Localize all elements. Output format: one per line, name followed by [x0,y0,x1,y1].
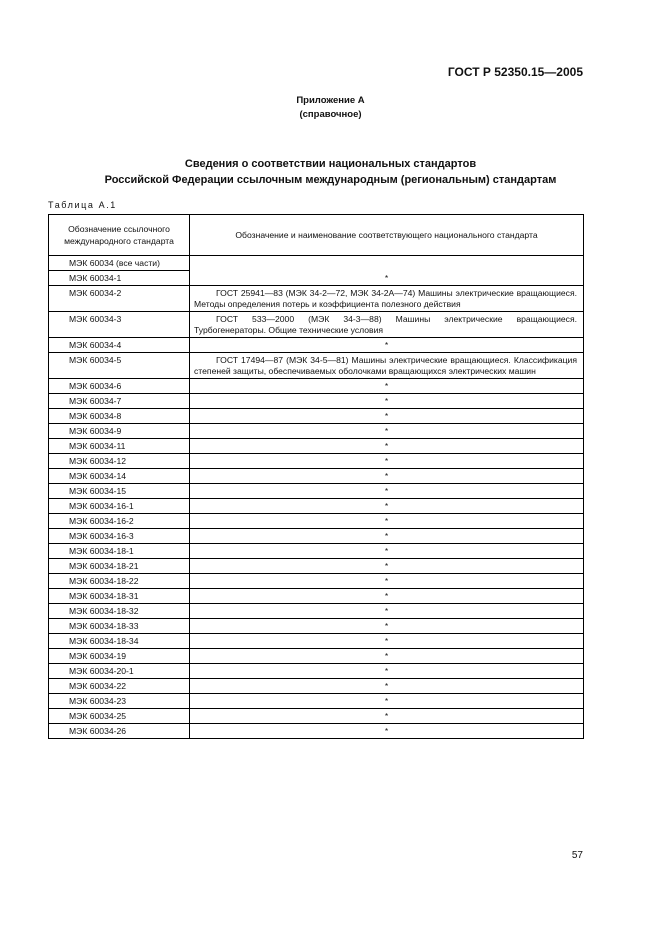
table-row [49,256,584,271]
table-row [49,529,584,544]
national-standard-cell: * [190,499,584,514]
international-standard-cell: МЭК 60034-25 [49,709,190,724]
international-standard-cell: МЭК 60034-18-32 [49,604,190,619]
national-standard-cell: * [190,724,584,739]
national-standard-cell: * [190,271,584,286]
international-standard-cell: МЭК 60034-2 [49,286,190,312]
international-standard-cell: МЭК 60034-23 [49,694,190,709]
national-standard-cell: * [190,544,584,559]
national-standard-cell: * [190,619,584,634]
national-standard-cell: * [190,694,584,709]
national-standard-cell: * [190,484,584,499]
table-row [49,379,584,394]
national-standard-cell: * [190,379,584,394]
international-standard-cell: МЭК 60034-3 [49,312,190,338]
table-row [49,484,584,499]
table-header-row [49,215,584,256]
table-row [49,286,584,312]
annex-subtitle: (справочное) [299,109,362,120]
national-standard-cell: * [190,338,584,353]
international-standard-cell: МЭК 60034-18-31 [49,589,190,604]
international-standard-cell: МЭК 60034-16-1 [49,499,190,514]
table-row [49,394,584,409]
international-standard-cell: МЭК 60034-16-3 [49,529,190,544]
table-row [49,312,584,338]
international-standard-cell: МЭК 60034-9 [49,424,190,439]
national-standard-cell: * [190,664,584,679]
international-standard-cell: МЭК 60034-20-1 [49,664,190,679]
international-standard-cell: МЭК 60034-18-21 [49,559,190,574]
table-row [49,604,584,619]
document-code: ГОСТ Р 52350.15—2005 [447,65,583,79]
section-heading [0,156,661,188]
international-standard-cell: МЭК 60034 (все части) [49,256,190,271]
national-standard-cell: * [190,424,584,439]
heading-line-2: Российской Федерации ссылочным международным (региональным) стандартам [104,174,557,186]
international-standard-cell: МЭК 60034-18-33 [49,619,190,634]
international-standard-cell: МЭК 60034-18-1 [49,544,190,559]
table-row [49,271,584,286]
national-standard-cell: * [190,529,584,544]
international-standard-cell: МЭК 60034-15 [49,484,190,499]
table-row [49,559,584,574]
column-header-national: Обозначение и наименование соответствующего национального стандарта [190,215,584,256]
international-standard-cell: МЭК 60034-26 [49,724,190,739]
heading-line-1: Сведения о соответствии национальных стандартов [184,158,477,170]
national-standard-cell: * [190,514,584,529]
table-row [49,544,584,559]
table-row [49,649,584,664]
national-standard-cell: * [190,649,584,664]
national-standard-cell: * [190,679,584,694]
table-row [49,589,584,604]
national-standard-cell: * [190,439,584,454]
national-standard-cell: * [190,469,584,484]
table-row [49,679,584,694]
national-standard-cell: * [190,574,584,589]
national-standard-cell: * [190,589,584,604]
table-row [49,499,584,514]
international-standard-cell: МЭК 60034-16-2 [49,514,190,529]
international-standard-cell: МЭК 60034-18-34 [49,634,190,649]
national-standard-cell: * [190,409,584,424]
national-standard-cell: * [190,634,584,649]
national-standard-cell [190,256,584,271]
table-row [49,409,584,424]
table-row [49,619,584,634]
table-row [49,353,584,379]
international-standard-cell: МЭК 60034-7 [49,394,190,409]
table-row [49,709,584,724]
table-row [49,454,584,469]
international-standard-cell: МЭК 60034-5 [49,353,190,379]
column-header-international: Обозначение ссылочного международного стандарта [49,215,190,256]
international-standard-cell: МЭК 60034-6 [49,379,190,394]
international-standard-cell: МЭК 60034-22 [49,679,190,694]
international-standard-cell: МЭК 60034-1 [49,271,190,286]
table-row [49,469,584,484]
table-body [49,256,584,739]
table-row [49,574,584,589]
international-standard-cell: МЭК 60034-19 [49,649,190,664]
international-standard-cell: МЭК 60034-12 [49,454,190,469]
standards-table [48,214,584,739]
page-number: 57 [571,850,583,861]
national-standard-cell: * [190,604,584,619]
table-row [49,724,584,739]
table-row [49,514,584,529]
national-standard-cell: * [190,709,584,724]
national-standard-cell: ГОСТ 17494—87 (МЭК 34-5—81) Машины электрические вращающиеся. Классификация степеней защиты, обеспечиваемых оболочками вращающихся электрических машин [190,353,584,379]
national-standard-cell: ГОСТ 533—2000 (МЭК 34-3—88) Машины электрические вращающиеся. Турбогенераторы. Общие технические условия [190,312,584,338]
table-row [49,439,584,454]
national-standard-cell: * [190,454,584,469]
table-row [49,634,584,649]
table-row [49,424,584,439]
table-row [49,338,584,353]
table-row [49,664,584,679]
international-standard-cell: МЭК 60034-18-22 [49,574,190,589]
national-standard-cell: * [190,394,584,409]
annex-title: Приложение А [296,95,365,106]
international-standard-cell: МЭК 60034-11 [49,439,190,454]
international-standard-cell: МЭК 60034-14 [49,469,190,484]
international-standard-cell: МЭК 60034-4 [49,338,190,353]
annex-block [0,94,661,122]
national-standard-cell: ГОСТ 25941—83 (МЭК 34-2—72, МЭК 34-2А—74) Машины электрические вращающиеся. Методы определения потерь и коэффициента полезного действия [190,286,584,312]
international-standard-cell: МЭК 60034-8 [49,409,190,424]
national-standard-cell: * [190,559,584,574]
table-row [49,694,584,709]
table-caption: Таблица А.1 [48,200,117,210]
